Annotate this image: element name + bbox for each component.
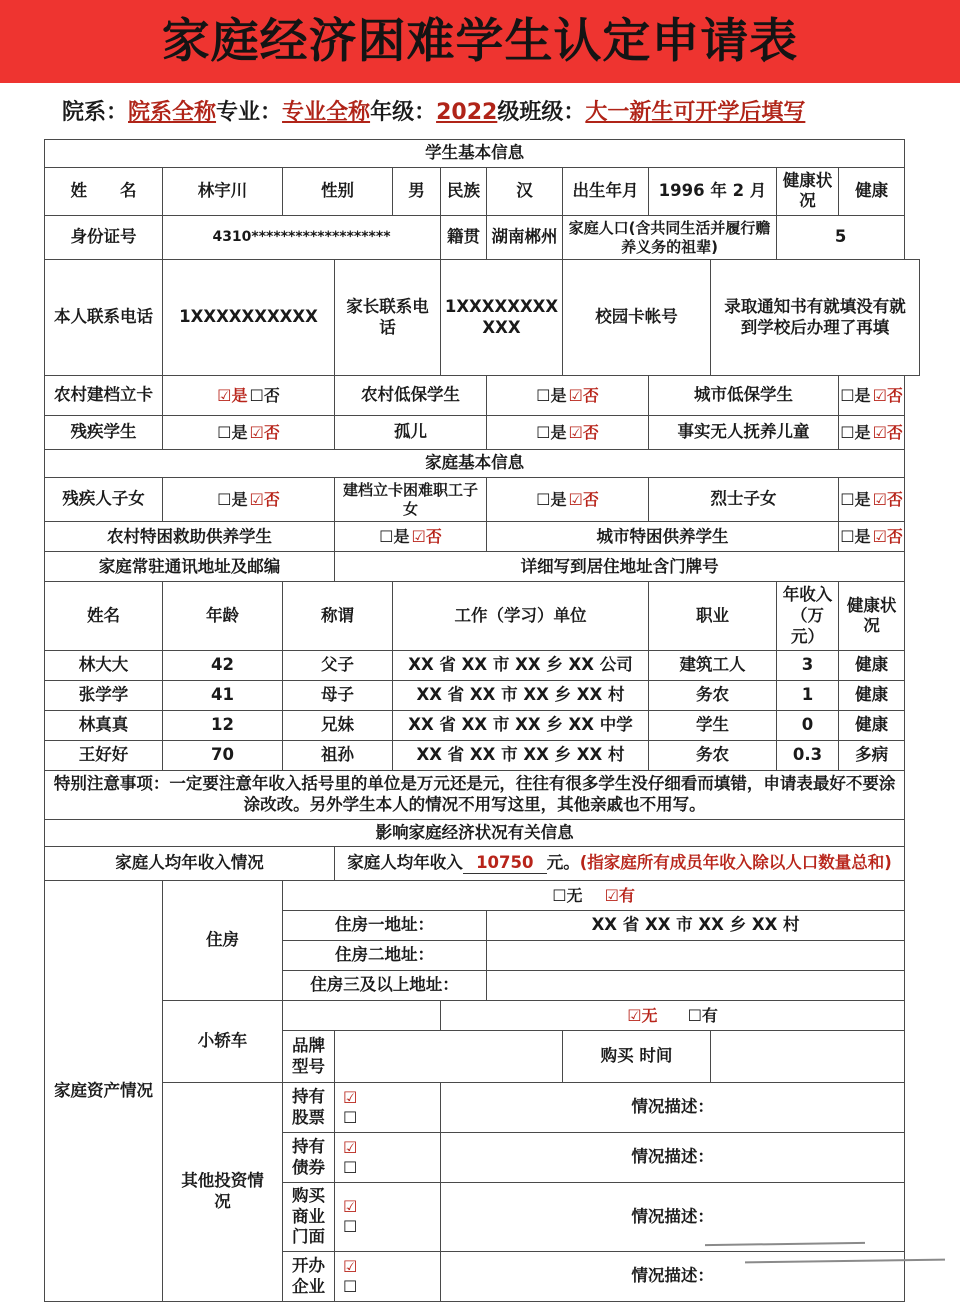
checkbox-child-of-registered-poor-worker[interactable] (487, 477, 649, 522)
label-invest-business: 开办企业 (283, 1252, 335, 1302)
member-relation[interactable]: 兄妹 (283, 711, 393, 741)
checkbox-has[interactable]: ☐有 (687, 1005, 718, 1025)
checkbox-invest-stock[interactable] (335, 1083, 441, 1133)
checkbox-none-checked[interactable]: ☑ (343, 1197, 358, 1217)
member-health[interactable]: 健康 (839, 681, 905, 711)
member-name[interactable]: 林大大 (45, 651, 163, 681)
section-economic-info: 影响家庭经济状况有关信息 (45, 819, 905, 847)
label-home-address: 家庭常驻通讯地址及邮编 (45, 552, 335, 582)
checkbox-invest-commercial-shop[interactable] (335, 1183, 441, 1252)
member-unit[interactable]: XX 省 XX 市 XX 乡 XX 中学 (393, 711, 649, 741)
member-income[interactable]: 0 (777, 711, 839, 741)
checkbox-yes[interactable]: ☐是 (536, 489, 567, 509)
label-rural-lowincome-student: 农村低保学生 (335, 376, 487, 416)
member-job[interactable]: 务农 (649, 741, 777, 771)
label-housing-addr1: 住房一地址： (283, 911, 487, 941)
application-form-table (44, 139, 920, 1302)
checkbox-urban-extreme-poverty-support[interactable] (839, 522, 905, 552)
header-member-unit: 工作（学习）单位 (393, 582, 649, 651)
member-unit[interactable]: XX 省 XX 市 XX 乡 XX 村 (393, 741, 649, 771)
member-relation[interactable]: 父子 (283, 651, 393, 681)
class-value: 大一新生可开学后填写 (585, 100, 806, 125)
dept-label: 院系： (62, 100, 129, 125)
checkbox-has[interactable]: ☐ (343, 1217, 358, 1237)
label-rural-poverty-card: 农村建档立卡 (45, 376, 163, 416)
label-campus-card: 校园卡帐号 (563, 260, 711, 376)
label-desc: 情况描述： (631, 1097, 714, 1117)
label-self-phone: 本人联系电话 (45, 260, 163, 376)
value-name[interactable]: 林宇川 (163, 167, 283, 215)
checkbox-housing-has[interactable] (283, 881, 905, 911)
avg-income-suffix: 元。 (546, 852, 580, 872)
title-banner (0, 0, 960, 83)
label-child-of-martyr: 烈士子女 (649, 477, 839, 522)
header-member-income: 年收入（万元） (777, 582, 839, 651)
label-urban-extreme-poverty-support: 城市特困供养学生 (487, 522, 839, 552)
member-health[interactable]: 健康 (839, 711, 905, 741)
checkbox-child-of-disabled[interactable] (163, 477, 335, 522)
checkbox-no-checked[interactable]: ☑否 (568, 385, 599, 405)
value-health[interactable]: 健康 (839, 167, 905, 215)
avg-income-prefix: 家庭人均年收入 (347, 852, 463, 872)
class-label: 班级： (519, 100, 586, 125)
avg-income-note: (指家庭所有成员年收入除以人口数量总和) (579, 852, 892, 872)
label-child-of-registered-poor-worker: 建档立卡困难职工子女 (335, 477, 487, 522)
value-family-size[interactable]: 5 (777, 215, 905, 260)
checkbox-rural-extreme-poverty-support[interactable] (335, 522, 487, 552)
member-income[interactable]: 3 (777, 651, 839, 681)
member-name[interactable]: 张学学 (45, 681, 163, 711)
checkbox-no-checked[interactable]: ☑否 (249, 422, 280, 442)
checkbox-has[interactable]: ☐ (343, 1107, 358, 1127)
grade-value: 2022 (436, 100, 498, 125)
label-urban-lowincome-student: 城市低保学生 (649, 376, 839, 416)
label-name: 姓 名 (45, 167, 163, 215)
checkbox-no-checked[interactable]: ☑否 (249, 489, 280, 509)
checkbox-no-checked[interactable]: ☑否 (872, 385, 903, 405)
label-ethnicity: 民族 (441, 167, 487, 215)
checkbox-rural-poverty-card[interactable] (163, 376, 335, 416)
value-car-purchase-time[interactable] (711, 1031, 905, 1083)
value-invest-commercial-shop-desc[interactable] (441, 1183, 905, 1252)
value-invest-bond-desc[interactable] (441, 1133, 905, 1183)
grade-label: 年级： (370, 100, 437, 125)
label-other-investments: 其他投资情 况 (163, 1083, 283, 1302)
checkbox-no-checked[interactable]: ☑否 (872, 526, 903, 546)
member-income[interactable]: 0.3 (777, 741, 839, 771)
checkbox-none-checked[interactable]: ☑ (343, 1137, 358, 1157)
value-car-brand[interactable] (335, 1031, 563, 1083)
label-desc: 情况描述： (631, 1147, 714, 1167)
checkbox-yes[interactable]: ☐是 (840, 526, 871, 546)
checkbox-no[interactable]: ☐否 (249, 385, 280, 405)
checkbox-child-of-martyr[interactable] (839, 477, 905, 522)
label-health: 健康状况 (777, 167, 839, 215)
table-row[interactable] (45, 711, 920, 741)
checkbox-invest-business[interactable] (335, 1252, 441, 1302)
value-housing-addr2[interactable] (487, 941, 905, 971)
value-campus-card[interactable]: 录取通知书有就填没有就到学校后办理了再填 (711, 260, 920, 376)
label-housing: 住房 (163, 881, 283, 1001)
member-age[interactable]: 12 (163, 711, 283, 741)
member-unit[interactable]: XX 省 XX 市 XX 乡 XX 公司 (393, 651, 649, 681)
label-invest-stock: 持有股票 (283, 1083, 335, 1133)
checkbox-no-checked[interactable]: ☑否 (872, 422, 903, 442)
checkbox-urban-lowincome-student[interactable] (839, 376, 905, 416)
label-disabled-student: 残疾学生 (45, 416, 163, 450)
grade-suffix: 级 (497, 100, 520, 125)
header-member-relation: 称谓 (283, 582, 393, 651)
label-avg-annual-income: 家庭人均年收入情况 (45, 847, 335, 881)
warning-note: 特别注意事项：一定要注意年收入括号里的单位是万元还是元，往往有很多学生没仔细看而填错，申请表最好不要涂涂改改。另外学生本人的情况不用写这里，其他亲戚也不用写。 (45, 771, 905, 819)
label-housing-addr3: 住房三及以上地址： (283, 971, 487, 1001)
checkbox-orphan[interactable] (487, 416, 649, 450)
table-row[interactable] (45, 651, 920, 681)
member-job[interactable]: 建筑工人 (649, 651, 777, 681)
checkbox-yes[interactable]: ☐是 (217, 489, 248, 509)
value-parent-phone[interactable]: 1XXXXXXXXXXX (441, 260, 563, 376)
member-relation[interactable]: 母子 (283, 681, 393, 711)
major-value: 专业全称 (282, 100, 371, 125)
label-family-assets: 家庭资产情况 (45, 881, 163, 1302)
label-invest-commercial-shop: 购买商业门面 (283, 1183, 335, 1252)
member-age[interactable]: 70 (163, 741, 283, 771)
label-car-brand: 品牌型号 (283, 1031, 335, 1083)
checkbox-yes-checked[interactable]: ☑是 (217, 385, 248, 405)
page-title: 家庭经济困难学生认定申请表 (161, 14, 799, 69)
label-housing-addr2: 住房二地址： (283, 941, 487, 971)
label-car-purchase-time: 购买 时间 (563, 1031, 711, 1083)
member-age[interactable]: 42 (163, 651, 283, 681)
label-defacto-unattended-child: 事实无人抚养儿童 (649, 416, 839, 450)
label-id-number: 身份证号 (45, 215, 163, 260)
value-id-number[interactable]: 4310******************* (163, 215, 441, 260)
checkbox-none[interactable]: ☐无 (552, 885, 583, 905)
label-hometown: 籍贯 (441, 215, 487, 260)
checkbox-rural-lowincome-student[interactable] (487, 376, 649, 416)
checkbox-no-checked[interactable]: ☑否 (872, 489, 903, 509)
member-health[interactable]: 多病 (839, 741, 905, 771)
checkbox-car-none[interactable] (441, 1001, 905, 1031)
avg-income-value[interactable]: 10750 (463, 853, 547, 875)
label-desc: 情况描述： (631, 1206, 714, 1226)
major-label: 专业： (216, 100, 283, 125)
header-member-job: 职业 (649, 582, 777, 651)
checkbox-has[interactable]: ☐ (343, 1276, 358, 1296)
member-name[interactable]: 林真真 (45, 711, 163, 741)
label-car: 小轿车 (163, 1001, 283, 1083)
value-ethnicity[interactable]: 汉 (487, 167, 563, 215)
checkbox-none-checked[interactable]: ☑ (343, 1256, 358, 1276)
checkbox-yes[interactable]: ☐是 (536, 422, 567, 442)
value-housing-addr1[interactable]: XX 省 XX 市 XX 乡 XX 村 (487, 911, 905, 941)
label-invest-bond: 持有债券 (283, 1133, 335, 1183)
avg-annual-income-field[interactable] (335, 847, 905, 881)
checkbox-yes[interactable]: ☐是 (379, 526, 410, 546)
label-orphan: 孤儿 (335, 416, 487, 450)
header-member-age: 年龄 (163, 582, 283, 651)
header-member-health: 健康状况 (839, 582, 905, 651)
checkbox-has[interactable]: ☐ (343, 1157, 358, 1177)
checkbox-yes[interactable]: ☐是 (217, 422, 248, 442)
label-family-size: 家庭人口(含共同生活并履行赡养义务的祖辈) (563, 215, 777, 260)
member-job[interactable]: 学生 (649, 711, 777, 741)
member-name[interactable]: 王好好 (45, 741, 163, 771)
checkbox-none-checked[interactable]: ☑无 (627, 1005, 658, 1025)
member-unit[interactable]: XX 省 XX 市 XX 乡 XX 村 (393, 681, 649, 711)
member-job[interactable]: 务农 (649, 681, 777, 711)
section-student-basic: 学生基本信息 (45, 139, 905, 167)
value-birth[interactable]: 1996 年 2 月 (649, 167, 777, 215)
value-housing-addr3[interactable] (487, 971, 905, 1001)
label-birth: 出生年月 (563, 167, 649, 215)
value-gender[interactable]: 男 (393, 167, 441, 215)
value-home-address[interactable]: 详细写到居住地址含门牌号 (335, 552, 905, 582)
member-income[interactable]: 1 (777, 681, 839, 711)
checkbox-disabled-student[interactable] (163, 416, 335, 450)
checkbox-no-checked[interactable]: ☑否 (411, 526, 442, 546)
checkbox-yes[interactable]: ☐是 (840, 385, 871, 405)
label-rural-extreme-poverty-support: 农村特困救助供养学生 (45, 522, 335, 552)
checkbox-yes[interactable]: ☐是 (840, 489, 871, 509)
value-invest-stock-desc[interactable] (441, 1083, 905, 1133)
section-family-basic: 家庭基本信息 (45, 450, 905, 478)
checkbox-has-checked[interactable]: ☑有 (604, 885, 635, 905)
value-self-phone[interactable]: 1XXXXXXXXXX (163, 260, 335, 376)
table-row[interactable] (45, 741, 920, 771)
label-desc: 情况描述： (631, 1266, 714, 1286)
label-child-of-disabled: 残疾人子女 (45, 477, 163, 522)
header-member-name: 姓名 (45, 582, 163, 651)
checkbox-yes[interactable]: ☐是 (536, 385, 567, 405)
dept-value: 院系全称 (128, 100, 217, 125)
subheader-line (0, 83, 960, 133)
checkbox-no-checked[interactable]: ☑否 (568, 489, 599, 509)
checkbox-none-checked[interactable]: ☑ (343, 1087, 358, 1107)
car-spacer-cell (283, 1001, 441, 1031)
checkbox-defacto-unattended-child[interactable] (839, 416, 905, 450)
checkbox-yes[interactable]: ☐是 (840, 422, 871, 442)
value-hometown[interactable]: 湖南郴州 (487, 215, 563, 260)
label-gender: 性别 (283, 167, 393, 215)
member-health[interactable]: 健康 (839, 651, 905, 681)
checkbox-no-checked[interactable]: ☑否 (568, 422, 599, 442)
table-row[interactable] (45, 681, 920, 711)
checkbox-invest-bond[interactable] (335, 1133, 441, 1183)
member-relation[interactable]: 祖孙 (283, 741, 393, 771)
member-age[interactable]: 41 (163, 681, 283, 711)
value-invest-business-desc[interactable] (441, 1252, 905, 1302)
label-parent-phone: 家长联系电 话 (335, 260, 441, 376)
